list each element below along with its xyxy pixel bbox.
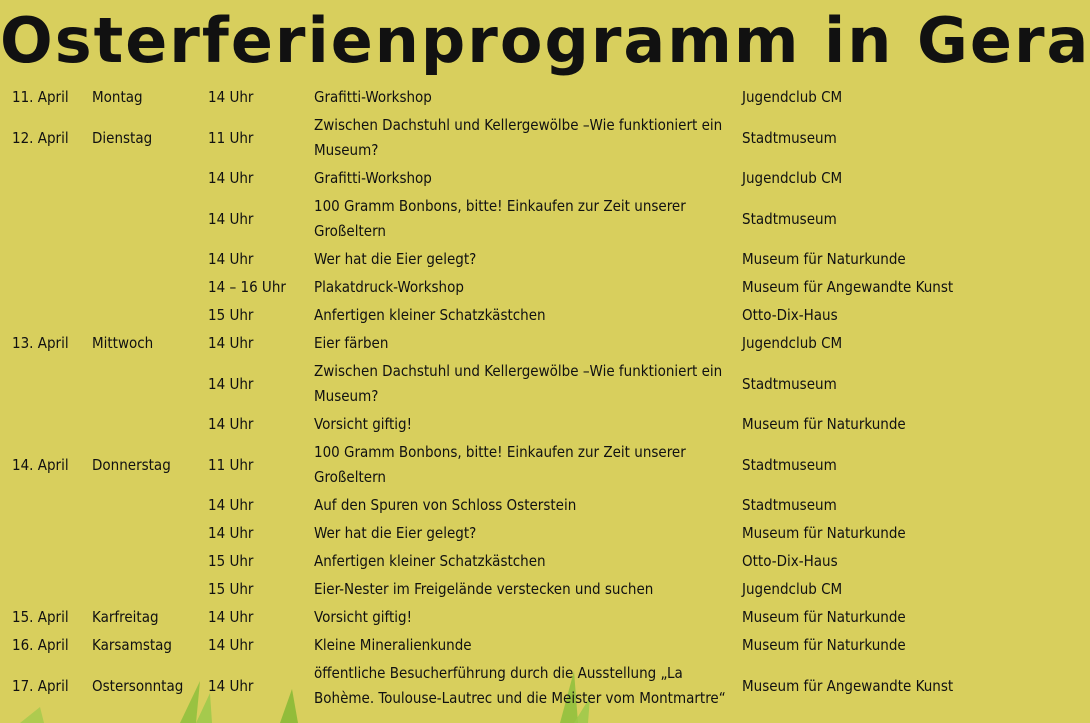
- day-cell: Karfreitag: [92, 608, 159, 626]
- event-cell: Anfertigen kleiner Schatzkästchen: [314, 552, 546, 570]
- time-cell: 14 Uhr: [208, 334, 254, 352]
- date-cell: 17. April: [12, 676, 69, 695]
- time-cell: 11 Uhr: [208, 455, 254, 474]
- table-row: [0, 660, 968, 713]
- day-cell: [92, 411, 208, 439]
- date-cell: [0, 411, 92, 439]
- time-cell: 15 Uhr: [208, 306, 254, 324]
- location-cell: Jugendclub CM: [742, 580, 843, 598]
- event-cell: Eier-Nester im Freigelände verstecken und suchen: [314, 580, 654, 598]
- event-cell: Zwischen Dachstuhl und Kellergewölbe –Wie funktioniert ein Museum?: [314, 362, 723, 405]
- time-cell: 14 Uhr: [208, 524, 254, 542]
- location-cell: Museum für Naturkunde: [742, 415, 906, 433]
- table-row: [0, 576, 968, 604]
- event-cell: Grafitti-Workshop: [314, 88, 432, 106]
- day-cell: [92, 246, 208, 274]
- day-cell: [92, 302, 208, 330]
- event-cell: öffentliche Besucherführung durch die Ausstellung „La Bohème. Toulouse-Lautrec und die Meister vom Montmartre“: [314, 664, 726, 707]
- date-cell: [0, 576, 92, 604]
- location-cell: Museum für Naturkunde: [742, 608, 906, 626]
- day-cell: [92, 165, 208, 193]
- time-cell: 14 Uhr: [208, 209, 254, 228]
- day-cell: Dienstag: [92, 128, 153, 147]
- day-cell: Mittwoch: [92, 334, 154, 352]
- table-row: [0, 492, 968, 520]
- event-cell: Plakatdruck-Workshop: [314, 278, 464, 296]
- location-cell: Stadtmuseum: [742, 374, 837, 393]
- location-cell: Otto-Dix-Haus: [742, 552, 838, 570]
- day-cell: Donnerstag: [92, 455, 171, 474]
- location-cell: Jugendclub CM: [742, 88, 843, 106]
- date-cell: [0, 246, 92, 274]
- table-row: [0, 302, 968, 330]
- table-row: [0, 411, 968, 439]
- event-cell: Auf den Spuren von Schloss Osterstein: [314, 496, 577, 514]
- table-row: [0, 358, 968, 411]
- time-cell: 14 Uhr: [208, 374, 254, 393]
- table-row: [0, 330, 968, 358]
- date-cell: [0, 358, 92, 411]
- day-cell: Karsamstag: [92, 636, 173, 654]
- table-row: [0, 632, 968, 660]
- event-cell: Wer hat die Eier gelegt?: [314, 250, 477, 268]
- date-cell: 13. April: [12, 334, 69, 352]
- page-title: Osterferienprogramm in Gera: [0, 4, 1090, 77]
- time-cell: 14 Uhr: [208, 496, 254, 514]
- day-cell: [92, 492, 208, 520]
- location-cell: Museum für Angewandte Kunst: [742, 278, 954, 296]
- location-cell: Stadtmuseum: [742, 496, 837, 514]
- time-cell: 14 Uhr: [208, 636, 254, 654]
- table-row: [0, 246, 968, 274]
- event-cell: Anfertigen kleiner Schatzkästchen: [314, 306, 546, 324]
- date-cell: [0, 302, 92, 330]
- table-row: [0, 604, 968, 632]
- event-cell: Kleine Mineralienkunde: [314, 636, 472, 654]
- date-cell: [0, 548, 92, 576]
- event-cell: Vorsicht giftig!: [314, 608, 413, 626]
- date-cell: [0, 520, 92, 548]
- table-row: [0, 439, 968, 492]
- date-cell: 14. April: [12, 455, 69, 474]
- table-row: [0, 548, 968, 576]
- event-cell: Grafitti-Workshop: [314, 169, 432, 187]
- day-cell: [92, 358, 208, 411]
- location-cell: Museum für Naturkunde: [742, 524, 906, 542]
- time-cell: 14 Uhr: [208, 250, 254, 268]
- time-cell: 14 Uhr: [208, 88, 254, 106]
- day-cell: [92, 576, 208, 604]
- location-cell: Otto-Dix-Haus: [742, 306, 838, 324]
- location-cell: Museum für Naturkunde: [742, 636, 906, 654]
- table-row: [0, 520, 968, 548]
- time-cell: 15 Uhr: [208, 552, 254, 570]
- time-cell: 14 Uhr: [208, 608, 254, 626]
- table-row: [0, 165, 968, 193]
- location-cell: Museum für Naturkunde: [742, 250, 906, 268]
- date-cell: 16. April: [12, 636, 69, 654]
- time-cell: 14 Uhr: [208, 415, 254, 433]
- time-cell: 11 Uhr: [208, 128, 254, 147]
- day-cell: Ostersonntag: [92, 676, 184, 695]
- location-cell: Jugendclub CM: [742, 334, 843, 352]
- event-cell: Wer hat die Eier gelegt?: [314, 524, 477, 542]
- date-cell: [0, 492, 92, 520]
- location-cell: Stadtmuseum: [742, 128, 837, 147]
- location-cell: Jugendclub CM: [742, 169, 843, 187]
- time-cell: 14 Uhr: [208, 169, 254, 187]
- day-cell: [92, 193, 208, 246]
- day-cell: [92, 520, 208, 548]
- table-row: [0, 274, 968, 302]
- date-cell: [0, 165, 92, 193]
- date-cell: [0, 274, 92, 302]
- table-row: [0, 193, 968, 246]
- time-cell: 15 Uhr: [208, 580, 254, 598]
- date-cell: 11. April: [12, 88, 69, 106]
- date-cell: [0, 193, 92, 246]
- day-cell: Montag: [92, 88, 143, 106]
- event-cell: Vorsicht giftig!: [314, 415, 413, 433]
- day-cell: [92, 274, 208, 302]
- day-cell: [92, 548, 208, 576]
- event-cell: Zwischen Dachstuhl und Kellergewölbe –Wie funktioniert ein Museum?: [314, 116, 723, 159]
- date-cell: 15. April: [12, 608, 69, 626]
- event-cell: 100 Gramm Bonbons, bitte! Einkaufen zur Zeit unserer Großeltern: [314, 197, 686, 240]
- time-cell: 14 Uhr: [208, 676, 254, 695]
- table-row: [0, 112, 968, 165]
- event-cell: 100 Gramm Bonbons, bitte! Einkaufen zur Zeit unserer Großeltern: [314, 443, 686, 486]
- table-row: [0, 84, 968, 112]
- location-cell: Stadtmuseum: [742, 209, 837, 228]
- program-table: [0, 84, 968, 713]
- location-cell: Museum für Angewandte Kunst: [742, 676, 954, 695]
- event-cell: Eier färben: [314, 334, 389, 352]
- location-cell: Stadtmuseum: [742, 455, 837, 474]
- time-cell: 14 – 16 Uhr: [208, 278, 286, 296]
- date-cell: 12. April: [12, 128, 69, 147]
